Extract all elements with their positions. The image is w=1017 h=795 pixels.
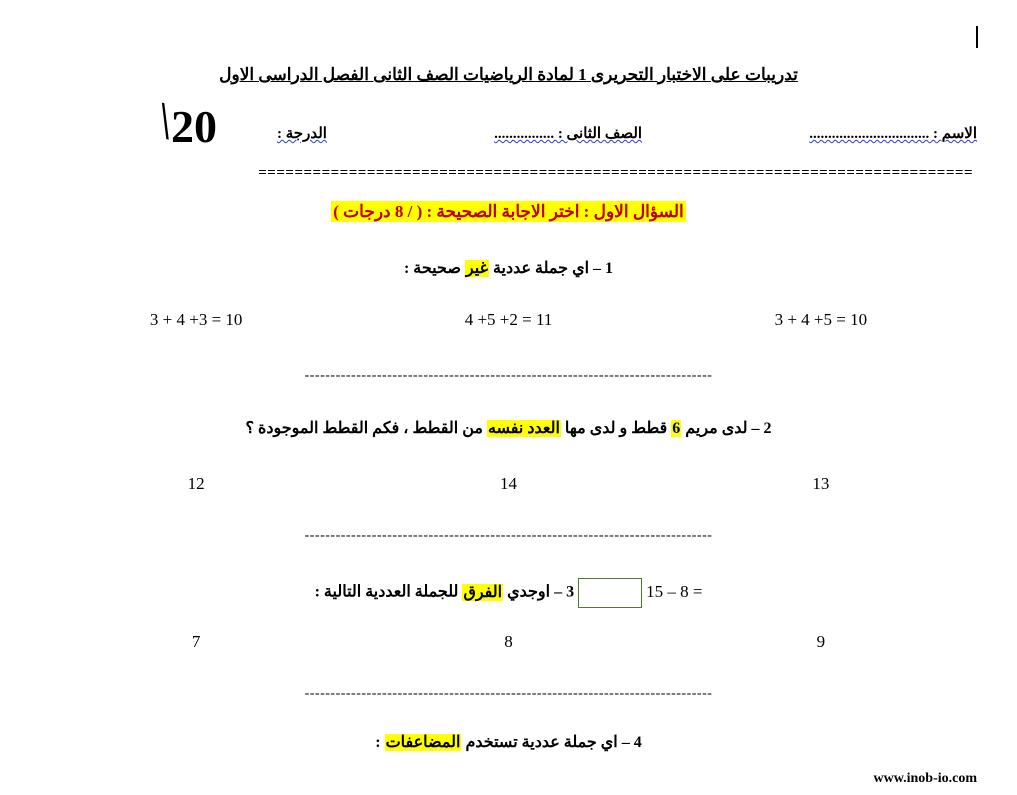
student-mark-label: الدرجة : — [277, 126, 327, 142]
top-margin-tick — [976, 26, 978, 48]
heavy-divider: =============================================================================== — [258, 165, 973, 181]
question-4-prefix: 4 – اي جملة عددية تستخدم — [461, 734, 642, 751]
question-2-prefix: 2 – لدى مريم — [681, 420, 772, 437]
student-class-label: الصف الثانى : ................ — [494, 126, 643, 142]
question-2-option-a[interactable]: 13 — [812, 474, 830, 493]
question-3-option-b[interactable]: 8 — [504, 632, 513, 651]
question-3-equation: 15 – 8 = — [646, 581, 703, 601]
question-1-option-a[interactable]: 3 + 4 +5 = 10 — [774, 310, 868, 329]
question-3-option-c[interactable]: 7 — [191, 632, 201, 651]
question-3-suffix: للجملة العددية التالية : — [314, 583, 463, 601]
question-3-text — [40, 578, 977, 608]
question-2-option-c[interactable]: 12 — [187, 474, 205, 493]
footer — [0, 771, 1017, 787]
student-info-row — [277, 124, 977, 143]
separator-2: ------------------------------------------------------------------------------- — [304, 528, 713, 543]
question-2-mid: قطط و لدى مها — [560, 420, 672, 437]
separator-1: ------------------------------------------------------------------------------- — [304, 368, 713, 383]
grade-total: 20 — [171, 101, 217, 152]
question-2-options — [40, 474, 977, 494]
question-4-suffix: : — [375, 734, 385, 751]
separator-3: ------------------------------------------------------------------------------- — [304, 686, 713, 701]
student-class-field[interactable] — [494, 124, 642, 143]
question-1-highlight: غير — [465, 260, 488, 277]
question-3-options — [40, 632, 977, 652]
question-4-highlight: المضاعفات — [385, 734, 461, 751]
question-4-text — [40, 732, 977, 752]
question-1-option-c[interactable]: 3 + 4 +3 = 10 — [149, 310, 243, 329]
question-1-options — [40, 310, 977, 330]
question-3-prefix: 3 – اوجدي — [503, 583, 575, 601]
page-title: تدريبات على الاختبار التحريرى 1 لمادة الرياضيات الصف الثانى الفصل الدراسى الاول — [219, 65, 798, 84]
question-1-text — [40, 258, 977, 278]
section-header-text: السؤال الاول : اختر الاجابة الصحيحة : ( / 8 درجات ) — [333, 202, 684, 221]
question-1-suffix: صحيحة : — [403, 260, 465, 277]
question-3-option-a[interactable]: 9 — [816, 632, 826, 651]
grade-slash: \ — [151, 92, 178, 151]
question-2-option-b[interactable]: 14 — [500, 474, 517, 493]
question-2-text — [40, 418, 977, 438]
student-name-field[interactable] — [809, 124, 977, 143]
student-mark-field[interactable] — [277, 124, 327, 143]
section-header — [0, 202, 1017, 222]
footer-url[interactable]: www.inob-io.com — [873, 771, 977, 786]
question-1-prefix: 1 – اي جملة عددية — [488, 260, 614, 277]
question-1-option-b[interactable]: 4 +5 +2 = 11 — [464, 310, 553, 329]
student-name-label: الاسم : ................................ — [809, 126, 977, 142]
question-3-answer-box[interactable] — [578, 578, 642, 608]
question-2-highlight-count: 6 — [672, 420, 681, 437]
question-2-highlight-phrase: العدد نفسه — [487, 420, 560, 437]
question-2-suffix: من القطط ، فكم القطط الموجودة ؟ — [245, 420, 487, 437]
question-3-highlight: الفرق — [463, 583, 503, 601]
